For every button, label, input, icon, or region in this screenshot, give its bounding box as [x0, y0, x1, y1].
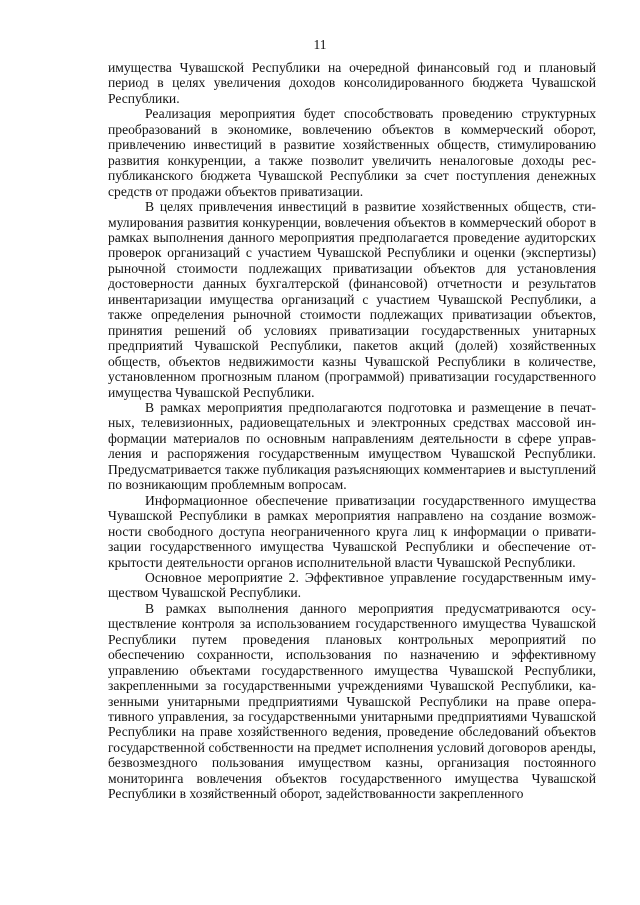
- section-heading-paragraph: Основное мероприятие 2. Эффективное управление государственным имуществом Чувашской Республики.: [108, 569, 596, 601]
- paragraph: Реализация мероприятия будет способствовать проведению структурных преобразований в экономике, вовлечению объектов в коммерческий оборот, привлечению инвестиций в развитие хозяйственных обществ, стимулированию развития конкуренции, а также позволит увеличить неналоговые доходы республиканского бюджета Чувашской Республики за счет поступления денежных средств от продажи объектов приватизации.: [108, 106, 596, 199]
- document-body: [108, 60, 596, 802]
- paragraph: В рамках мероприятия предполагаются подготовка и размещение в печатных, телевизионных, радиовещательных и электронных средствах массовой информации материалов по основным направлениям деятельности в сфере управления и распоряжения государственным имуществом Чувашской Республики. Предусматривается также публикация разъясняющих комментариев и выступлений по возникающим проблемным вопросам.: [108, 399, 596, 493]
- paragraph: В целях привлечения инвестиций в развитие хозяйственных обществ, стимулирования развития конкуренции, вовлечения объектов в коммерческий оборот в рамках выполнения данного мероприятия предполагается проведение аудиторских проверок организаций с участием Чувашской Республики и оценки (экспертизы) рыночной стоимости подлежащих приватизации объектов для установления достоверности данных бухгалтерской (финансовой) отчетности и результатов инвентаризации имущества организаций с участием Чувашской Республики, а также определения рыночной стоимости подлежащих приватизации объектов, принятия решений об условиях приватизации государственных унитарных предприятий Чувашской Республики, пакетов акций (долей) хозяйственных обществ, объектов недвижимости казны Чувашской Республики в количестве, установленном прогнозным планом (программой) приватизации государственного имущества Чувашской Республики.: [108, 199, 596, 400]
- paragraph: Информационное обеспечение приватизации государственного имущества Чувашской Республики в рамках мероприятия направлено на создание возможности свободного доступа неограниченного круга лиц к информации о приватизации государственного имущества Чувашской Республики и обеспечение открытости деятельности органов исполнительной власти Чувашской Республики.: [108, 492, 596, 570]
- paragraph-continuation: имущества Чувашской Республики на очередной финансовый год и плановый период в целях увеличения доходов консолидированного бюджета Чувашской Республики.: [108, 60, 596, 106]
- paragraph: В рамках выполнения данного мероприятия предусматриваются осуществление контроля за использованием государственного имущества Чувашской Республики путем проведения плановых контрольных мероприятий по обеспечению сохранности, использования по назначению и эффективному управлению объектами государственного имущества Чувашской Республики, закрепленными за государственными учреждениями Чувашской Республики, казенными унитарными предприятиями Чувашской Республики на праве оперативного управления, за государственными унитарными предприятиями Чувашской Республики на праве хозяйственного ведения, проведение обследований объектов государственной собственности на предмет исполнения условий договоров аренды, безвозмездного пользования имуществом казны, организация постоянного мониторинга вовлечения объектов государственного имущества Чувашской Республики в хозяйственный оборот, задействованности закрепленного: [108, 600, 596, 802]
- page-number: 11: [313, 37, 327, 52]
